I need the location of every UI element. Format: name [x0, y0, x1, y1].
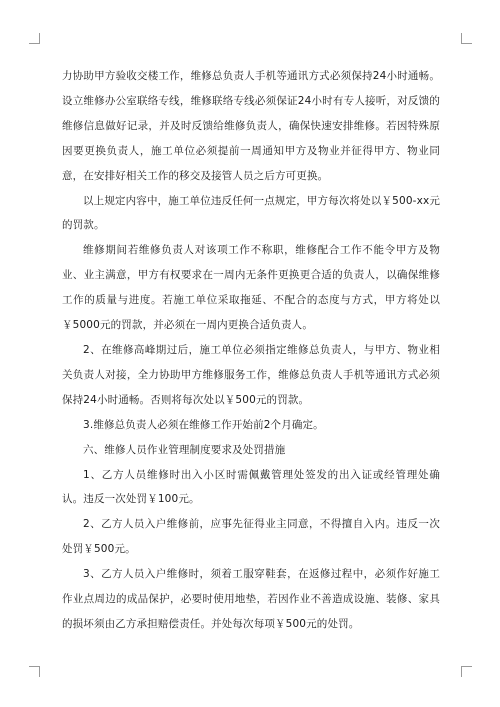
section-heading-6: 六、维修人员作业管理制度要求及处罚措施 — [83, 443, 286, 456]
crop-mark-bottom-left — [29, 666, 40, 677]
paragraph-manager-replacement: 维修期间若维修负责人对该项工作不称职，维修配合工作不能令甲方及物业、业主满意，甲方有权要求在一周内无条件更换更合适的负责人，以确保维修工作的质量与进度。若施工单位采取拖延、不配合的态度与方式，甲方将处以￥5000元的罚款，并必须在一周内更换合适负责人。 — [62, 244, 440, 332]
crop-mark-top-right — [461, 33, 472, 44]
crop-mark-bottom-right — [461, 666, 472, 677]
paragraph-rule-3: 3、乙方人员入户维修时，须着工服穿鞋套，在返修过程中，必须作好施工作业点周边的成品保护，必要时使用地垫，若因作业不善造成设施、装修、家具的损坏须由乙方承担赔偿责任。并处每次每项￥500元的处罚。 — [62, 568, 440, 630]
paragraph-rule-1: 1、乙方人员维修时出入小区时需佩戴管理处签发的出入证或经管理处确认。违反一次处罚￥100元。 — [62, 468, 440, 506]
document-body — [62, 64, 440, 637]
paragraph-rule-2: 2、乙方人员入户维修前，应事先征得业主同意，不得擅自入内。违反一次处罚￥500元。 — [62, 518, 440, 556]
crop-mark-top-left — [29, 33, 40, 44]
paragraph-item-3: 3.维修总负责人必须在维修工作开始前2个月确定。 — [83, 418, 324, 431]
paragraph-item-2: 2、在维修高峰期过后，施工单位必须指定维修总负责人，与甲方、物业相关负责人对接，全力协助甲方维修服务工作，维修总负责人手机等通讯方式必须保持24小时通畅。否则将每次处以￥500元的罚款。 — [62, 343, 440, 406]
paragraph-violation-penalty: 以上规定内容中，施工单位违反任何一点规定，甲方每次将处以￥500-xx元的罚款。 — [62, 194, 440, 232]
paragraph-contact-requirements: 力协助甲方验收交楼工作，维修总负责人手机等通讯方式必须保持24小时通畅。设立维修办公室联络专线，维修联络专线必须保证24小时有专人接听，对反馈的维修信息做好记录，并及时反馈给维修负责人，确保快速安排维修。若因特殊原因要更换负责人，施工单位必须提前一周通知甲方及物业并征得甲方、物业同意，在安排好相关工作的移交及接管人员之后方可更换。 — [62, 70, 440, 182]
